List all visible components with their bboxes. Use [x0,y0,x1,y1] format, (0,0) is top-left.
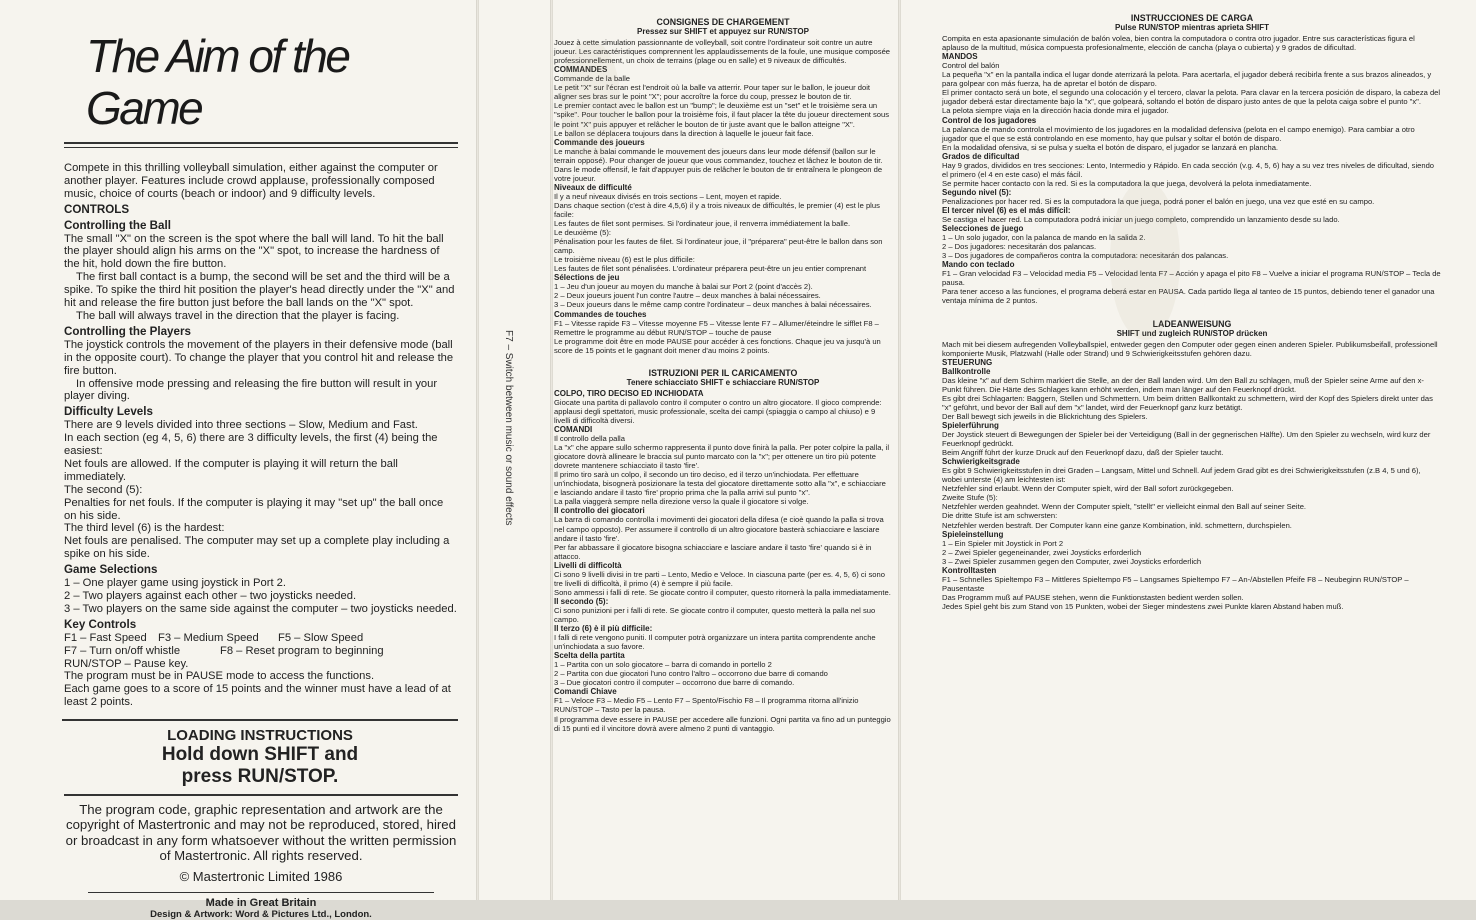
key-controls-grid [64,632,458,645]
page-title: The Aim of the Game [86,30,349,134]
spanish-paragraph: El primer contacto será un bote, el segundo una colocación y el tercero, clavar la pelota. Para clavar en la tercera posición de disparo, la cabeza del jugador deberá estar directamente bajo la "x", que golpeará, soltando el botón de disparo justo antes de que la pelota caiga sobre el punto "x". [942,88,1441,107]
difficulty-line: Net fouls are penalised. The computer may set up a complete play including a spike on his side. [64,535,450,561]
keys-tail-line: Each game goes to a score of 15 points and the winner must have a lead of at least 2 points. [64,683,451,709]
spanish-paragraph: Para tener acceso a las funciones, el programa deberá estar en PAUSA. Cada partido llega al tanteo de 15 puntos, debiendo tener el ganador una ventaja mínima de 2 puntos. [942,287,1435,306]
loading-title: LOADING INSTRUCTIONS [167,727,353,745]
italian-paragraph: 1 – Partita con un solo giocatore – barra di comando in portello 2 [554,660,772,670]
spanish-paragraph: Hay 9 grados, divididos en tres secciones: Lento, Intermedio y Rápido. En cada sección (v.g. 4, 5, 6) hay a su vez tres niveles de dificultad, siendo el primero (el 4 en este caso) el más fácil. [942,160,1435,179]
german-subheading-item: Kontrolltasten [942,565,997,575]
copyright-line: © Mastertronic Limited 1986 [179,868,343,884]
spanish-section [942,14,1442,306]
key-f1: F1 – Fast Speed [64,631,147,644]
spanish-paragraph: F1 – Gran velocidad F3 – Velocidad media F5 – Velocidad lenta F7 – Acción y apaga el pito F8 – Vuelve a iniciar el programa RUN/STOP – Tecla de pausa. [942,269,1441,288]
spanish-paragraph: La pequeña "x" en la pantalla indica el lugar donde aterrizará la pelota. Para acertarla, el jugador deberá recibirla frente a sus brazos alineados, y para golpear con más fuerza, ha de apretar el botón de disparo. [942,70,1432,89]
italian-paragraph: Il programma deve essere in PAUSE per accedere alle funzioni. Ogni partita va fino ad un punteggio di 15 punti ed il vincitore dovrà avere almeno 2 punti di vantaggio. [554,714,891,733]
italian-paragraph: La barra di comando controlla i movimenti dei giocatori della difesa (e cioè quando la palla si trova nel campo opposto). Per assumere il controllo di un altro giocatore basterà schiacciare e lasciare andare il tasto 'fire'. [554,515,884,543]
italian-paragraph: La "x" che appare sullo schermo rappresenta il punto dove finirà la palla. Per poter colpire la palla, il giocatore dovrà allineare le braccia sul punto marcato con la "x"; per ottenere un tiro più potente dovrete mantenere schiacciato il tasto 'fire'. [554,443,890,471]
footer-rule [88,892,434,893]
french-paragraph: Il y a neuf niveaux divisés en trois sections – Lent, moyen et rapide. [554,191,782,201]
game-selection-line: 3 – Two players on the same side against the computer – two joysticks needed. [64,602,457,615]
french-heading: CONSIGNES DE CHARGEMENT [656,17,790,27]
spanish-subheading-item: MANDOS [942,52,978,62]
german-paragraph: Die dritte Stufe ist am schwersten: [942,511,1058,521]
copyright-text: The program code, graphic representation and artwork are the copyright of Mastertronic and may not be reproduced, stored, hired or broadcast in any form whatsoever without the written permission of Mastertronic. All rights reserved. [65,802,457,863]
key-controls-row2 [64,645,458,658]
spanish-paragraph: La pelota siempre viaja en la dirección hacia donde mira el jugador. [942,106,1169,116]
italian-section [554,369,892,733]
players-text-1: The joystick controls the movement of the players in their defensive mode (ball in the opposite court). To change the player that you control hit and release the fire button. [64,338,454,377]
german-paragraph: Netzfehler werden bestraft. Der Computer kann eine ganze Kombination, inkl. schmettern, durchspielen. [942,520,1292,530]
ball-heading: Controlling the Ball [64,218,171,232]
german-heading: LADEANWEISUNG [1152,318,1232,329]
german-subheading: SHIFT und zugleich RUN/STOP drücken [1116,328,1268,338]
german-paragraph: Der Joystick steuert di Bewegungen der Spieler bei der Verteidigung (Ball in der gegnerischen Hälfte). Um den Spieler zu wechseln, wird kurz der Feuerknopf gedrückt. [942,430,1431,449]
spacer [554,355,892,369]
difficulty-line: The third level (6) is the hardest: [64,522,225,535]
english-body [64,162,458,709]
italian-paragraph: 3 – Due giocatori contro il computer – occorrono due barre di comando. [554,678,795,688]
french-paragraph: 2 – Deux joueurs jouent l'un contre l'autre – deux manches à balai nécessaires. [554,291,821,301]
french-paragraph: Pénalisation pour les fautes de filet. Si l'ordinateur joue, il "préparera" peut-être le ballon dans son camp. [554,237,883,256]
spanish-paragraph: Control del balón [942,61,1000,71]
french-paragraph: Dans chaque section (c'est à dire 4,5,6) il y a trois niveaux de difficultés, le premier (4) est le plus facile: [554,200,880,219]
game-selection-line: 2 – Two players against each other – two joysticks needed. [64,590,357,602]
italian-paragraph: Per far abbassare il giocatore bisogna schiacciare e lasciare andare il tasto 'fire' quando si è in attacco. [554,542,872,561]
german-paragraph: Netzfehler werden geahndet. Wenn der Computer spielt, "stellt" er vielleicht einmal den Ball auf seiner Seite. [942,502,1307,512]
italian-paragraph: F1 – Veloce F3 – Medio F5 – Lento F7 – Spento/Fischio F8 – Il programma ritorna all'inizio RUN/STOP – Tasto per la pausa. [554,696,859,715]
spanish-subheading: Pulse RUN/STOP mientras aprieta SHIFT [1115,23,1269,33]
spanish-paragraph: Penalizaciones por hacer red. Si es la computadora la que juega, podrá poner el balón en juego, una vez que esté en su campo. [942,196,1375,206]
german-paragraph: Beim Angriff führt der kurze Druck auf den Feuerknopf dazu, daß der Spieler taucht. [942,448,1224,458]
game-selection-line: 1 – One player game using joystick in Port 2. [64,577,286,590]
german-paragraph: Netzfehler sind erlaubt. Wenn der Computer spielt, wird der Ball sofort zurückgegeben. [942,484,1234,494]
english-panel [0,0,478,920]
made-in: Made in Great Britain [205,896,317,909]
spine-panel [478,0,552,900]
ball-text-2: The first ball contact is a bump, the second will be set and the third will be a spike. To spike the third hit position the player's head directly under the "X" and hit and release the fire button just before the ball lands on the "X" spot. [64,271,455,310]
french-subheading-item: Commande des joueurs [554,137,645,147]
french-subheading: Pressez sur SHIFT et appuyez sur RUN/STOP [637,27,809,37]
difficulty-line: Net fouls are allowed. If the computer is playing it will return the ball immediately. [64,457,398,483]
spanish-paragraph: 3 – Dos jugadores de compañeros contra la computadora: necesitarán dos palancas. [942,251,1229,261]
german-paragraph: 3 – Zwei Spieler zusammen gegen den Computer, zwei Joysticks erforderlich [942,556,1202,566]
spanish-heading: INSTRUCCIONES DE CARGA [1130,13,1254,23]
french-paragraph: Le deuxième (5): [554,228,611,238]
italian-subheading-item: COMANDI [554,425,593,435]
french-paragraph: 1 – Jeu d'un joueur au moyen du manche à balai sur Port 2 (point d'accès 2). [554,282,813,292]
keys-tail-line: RUN/STOP – Pause key. [64,657,189,670]
italian-paragraph: 2 – Partita con due giocatori l'uno contro l'altro – occorrono due barre di comando [554,669,828,679]
spanish-paragraph: Se permite hacer contacto con la red. Si es la computadora la que juega, devolverá la pelota inmediatamente. [942,178,1312,188]
italian-paragraph: Giocate una partita di pallavolo contro il computer o contro un altro giocatore. Il gioco comprende: applausi degli spettatori, music professionale, scelta dei campi (spiaggia o campo al chiuso) e 9 livelli di difficoltà diversi. [554,397,882,425]
paper-stain [1110,180,1180,340]
german-paragraph: 1 – Ein Spieler mit Joystick in Port 2 [942,538,1064,548]
ball-text-3: The ball will always travel in the direction that the player is facing. [76,309,400,322]
french-subheading-item: Niveaux de difficulté [554,182,632,192]
italian-subheading-item: Livelli di difficoltà [554,560,622,570]
key-f7: F7 – Turn on/off whistle [64,644,181,657]
french-paragraph: Le manche à balai commande le mouvement des joueurs dans leur mode défensif (ballon sur le terrain opposé). Pour changer de joueur que vous commandez, touchez et lâchez le bouton de tir. Dans le mode offensif, le fait d'appuyer puis de relâcher le bouton de tir entraînera le plongeon de votre joueur. [554,146,883,183]
difficulty-line: The second (5): [64,483,143,496]
german-subheading-item: STEUERUNG [942,357,993,367]
italian-paragraph: Sono ammessi i falli di rete. Se giocate contro il computer, questo ritornerà la palla immediatamente. [554,587,891,597]
german-subheading-item: Spieleinstellung [942,529,1004,539]
players-heading: Controlling the Players [64,324,191,338]
difficulty-line: There are 9 levels divided into three sections – Slow, Medium and Fast. [64,419,418,432]
italian-subheading-item: Il terzo (6) è il più difficile: [554,624,653,634]
italian-paragraph: I falli di rete vengono puniti. Il computer potrà organizzare un intera partita comprendente anche un'inchiodata a suo favore. [554,633,876,652]
key-f5: F5 – Slow Speed [278,631,364,644]
german-subheading-item: Spielerführung [942,421,999,431]
difficulty-line: In each section (eg 4, 5, 6) there are 3 difficulty levels, the first (4) being the easiest: [64,432,438,458]
french-paragraph: Les fautes de filet sont permises. Si l'ordinateur joue, il renverra immédiatement la balle. [554,219,851,229]
spanish-paragraph: La palanca de mando controla el movimiento de los jugadores en la modalidad defensiva (pelota en el campo enemigo). Para cambiar a otro jugador que el que se está controlando en ese momento, hay que pulsar y soltar el botón de disparo. [942,124,1415,143]
keys-tail-line: The program must be in PAUSE mode to access the functions. [64,670,375,683]
french-paragraph: Le premier contact avec le ballon est un "bump"; le deuxième est un "set" et le troisième sera un "spike". Pour toucher le ballon pour la troisième fois, il faut placer la tête du joueur directement sous le point "X" puis appuyer et relâcher le bouton de tir juste avant que le ballon atteigne "X". [554,101,890,129]
spacer [942,306,1450,320]
german-paragraph: Das kleine "x" auf dem Schirm markiert die Stelle, an der der Ball landen wird. Um den Ball zu schlagen, muß der Spieler seine Arme auf den x-Punkt führen. Die Härte des Schlages kann erhöht werden, indem man länger auf den Feuerknopf drückt. [942,375,1424,394]
french-paragraph: Le ballon se déplacera toujours dans la direction à laquelle le joueur fait face. [554,128,814,138]
german-body [942,340,1442,611]
italian-body [554,389,892,733]
french-paragraph: Les fautes de filet sont pénalisées. L'ordinateur préparera peut-être un jeu entier comprenant [554,264,867,274]
spanish-paragraph: En la modalidad ofensiva, si se pulsa y suelta el botón de disparo, el jugador se lanzará en plancha. [942,142,1279,152]
game-selections-heading: Game Selections [64,563,158,577]
ball-text-1: The small "X" on the screen is the spot where the ball will land. To hit the ball the player should align his arms on the "X" spot, to increase the hardness of the hit, hold down the fire button. [64,232,444,271]
design-credit: Design & Artwork: Word & Pictures Ltd., London. [150,908,372,920]
controls-heading: CONTROLS [64,202,130,216]
players-text-2: In offensive mode pressing and releasing the fire button will result in your player diving. [64,377,438,403]
spanish-paragraph: Compita en esta apasionante simulación de balón volea, bien contra la computadora o contra otro jugador. Entre sus características figura el aplauso de la multitud, música compuesta profesionalmente, elección de cancha (playa o cubierta) y 9 grados de dificultad. [942,34,1415,53]
difficulty-heading: Difficulty Levels [64,405,153,419]
spanish-subheading-item: El tercer nivel (6) es el más difícil: [942,205,1071,215]
german-paragraph: Mach mit bei diesem aufregenden Volleyballspiel, entweder gegen den Computer oder gegen einen anderen Spieler. Publikumsbeifall, professionell komponierte Musik, Platzwahl (Halle oder Strand) und 9 Schwierigkeitsstufen gehören dazu. [942,339,1438,358]
italian-subheading-item: COLPO, TIRO DECISO ED INCHIODATA [554,388,704,398]
french-paragraph: F1 – Vitesse rapide F3 – Vitesse moyenne F5 – Vitesse lente F7 – Allumer/éteindre le sifflet F8 – Remettre le programme au début RUN/STOP – touche de pause [554,318,879,337]
french-paragraph: 3 – Deux joueurs dans le même camp contre l'ordinateur – deux manches à balai nécessaires. [554,300,872,310]
title-rule [64,142,458,148]
german-subheading-item: Schwierigkeitsgrade [942,457,1020,467]
paper-stain [560,40,620,160]
german-paragraph: Zweite Stufe (5): [942,493,998,503]
loading-line-1: Hold down SHIFT and [161,744,359,766]
french-subheading-item: Commandes de touches [554,309,647,319]
spanish-subheading-item: Selecciones de juego [942,224,1024,234]
french-paragraph: Commande de la balle [554,74,630,84]
german-paragraph: Es gibt 9 Schwierigkeitsstufen in drei Graden – Langsam, Mittel und Schnell. Auf jedem Grad gibt es drei Schwierigkeitsstufen (z.B 4, 5 und 6), wobei unterste (4) am leichtesten ist: [942,466,1421,485]
spanish-german-panel [900,0,1476,900]
spanish-subheading-item: Grados de dificultad [942,151,1020,161]
german-paragraph: Es gibt drei Schlagarten: Baggern, Stellen und Schmettern. Um beim dritten Ballkontakt zu schmettern, wird der Kopf des Spielers direkt unter das "x" geführt, und bevor der Ball auf dem "x" landet, wird der Feuerknopf ganz kurz betätigt. [942,393,1433,412]
italian-paragraph: Il controllo della palla [554,434,625,444]
italian-paragraph: Ci sono punizioni per i falli di rete. Se giocate contro il computer, questo metterà la palla nel suo campo. [554,605,876,624]
german-paragraph: Das Programm muß auf PAUSE stehen, wenn die Funktionstasten bedient werden sollen. [942,592,1244,602]
key-f8: F8 – Reset program to beginning [220,644,384,657]
italian-paragraph: Il primo tiro sarà un colpo, il secondo un tiro deciso, ed il terzo un'inchiodata. Per effettuare un'inchiodata, bisognerà posizionare la testa del giocatore direttamente sotto alla "x", e schiacciare e lasciando andare il tasto 'fire' proprio prima che la palla arrivi sul punto "x". [554,470,886,498]
italian-paragraph: La palla viaggerà sempre nella direzione verso la quale il giocatore si volge. [554,497,809,507]
intro-text: Compete in this thrilling volleyball simulation, either against the computer or another player. Features include crowd applause, professionally composed music, choice of courts (beach or indoor) and 9 difficulty levels. [64,162,438,200]
french-paragraph: Jouez à cette simulation passionnante de volleyball, soit contre l'ordinateur soit contre un autre joueur. Les caractéristiques comprennent les applaudissements de la foule, une musique composée professionnellement, un choix de terrains (plage ou en salle) et 9 niveaux de difficultés. [554,38,891,66]
key-f3: F3 – Medium Speed [158,631,259,644]
german-paragraph: F1 – Schnelles Spieltempo F3 – Mittleres Spieltempo F5 – Langsames Spieltempo F7 – An-/Abstellen Pfeife F8 – Neubeginn RUN/STOP – Pausentaste [942,574,1409,593]
french-subheading-item: COMMANDES [554,65,608,75]
spanish-subheading-item: Segundo nivel (5): [942,187,1012,197]
key-controls-heading: Key Controls [64,617,137,631]
german-subheading-item: Ballkontrolle [942,366,991,376]
spanish-subheading-item: Control de los jugadores [942,115,1037,125]
french-paragraph: Le programme doit être en mode PAUSE pour accéder à ces fonctions. Chaque jeu va jusqu'à un score de 15 points et le gagnant doit mener d'au moins 2 points. [554,336,881,355]
spanish-paragraph: 2 – Dos jugadores: necesitarán dos palancas. [942,242,1097,252]
french-paragraph: Le petit "X" sur l'écran est l'endroit où la balle va atterrir. Pour taper sur le ballon, le joueur doit aligner ses bras sur le point "X"; pour accroître la force du coup, pressez le bouton de tir. [554,83,871,102]
spanish-body [942,34,1442,305]
spanish-subheading-item: Mando con teclado [942,260,1015,270]
italian-paragraph: Ci sono 9 livelli divisi in tre parti – Lento, Medio e Veloce. In ciascuna parte (per es. 4, 5, 6) ci sono tre livelli di difficoltà, il primo (4) è sempre il più facile. [554,569,885,588]
french-subheading-item: Sélections de jeu [554,273,620,283]
copyright-rule [64,794,458,796]
german-paragraph: Der Ball bewegt sich jeweils in die Blickrichtung des Spielers. [942,411,1148,421]
german-section [942,320,1442,612]
spine-text: F7 – Switch between music or sound effects [503,330,514,526]
difficulty-line: Penalties for net fouls. If the computer is playing it may "set up" the ball once on his side. [64,496,444,522]
french-paragraph: Le troisième niveau (6) est le plus difficile: [554,255,695,265]
italian-heading: ISTRUZIONI PER IL CARICAMENTO [648,367,798,378]
spanish-paragraph: 1 – Un solo jugador, con la palanca de mando en la salida 2. [942,233,1146,243]
spanish-paragraph: Se castiga el hacer red. La computadora podrá iniciar un juego completo, comprendido un lanzamiento desde su lado. [942,215,1340,225]
italian-subheading-item: Scelta della partita [554,651,625,661]
loading-instructions-box [62,719,458,788]
italian-subheading-item: Comandi Chiave [554,687,617,697]
italian-subheading-item: Il secondo (5): [554,596,609,606]
german-paragraph: 2 – Zwei Spieler gegeneinander, zwei Joysticks erforderlich [942,547,1142,557]
loading-line-2: press RUN/STOP. [181,766,339,788]
german-paragraph: Jedes Spiel geht bis zum Stand von 15 Punkten, wobei der Sieger mindestens zwei Punkte klaren Abstand haben muß. [942,601,1344,611]
italian-subheading-item: Il controllo dei giocatori [554,506,645,516]
italian-subheading: Tenere schiacciato SHIFT e schiacciare RUN/STOP [626,377,820,387]
